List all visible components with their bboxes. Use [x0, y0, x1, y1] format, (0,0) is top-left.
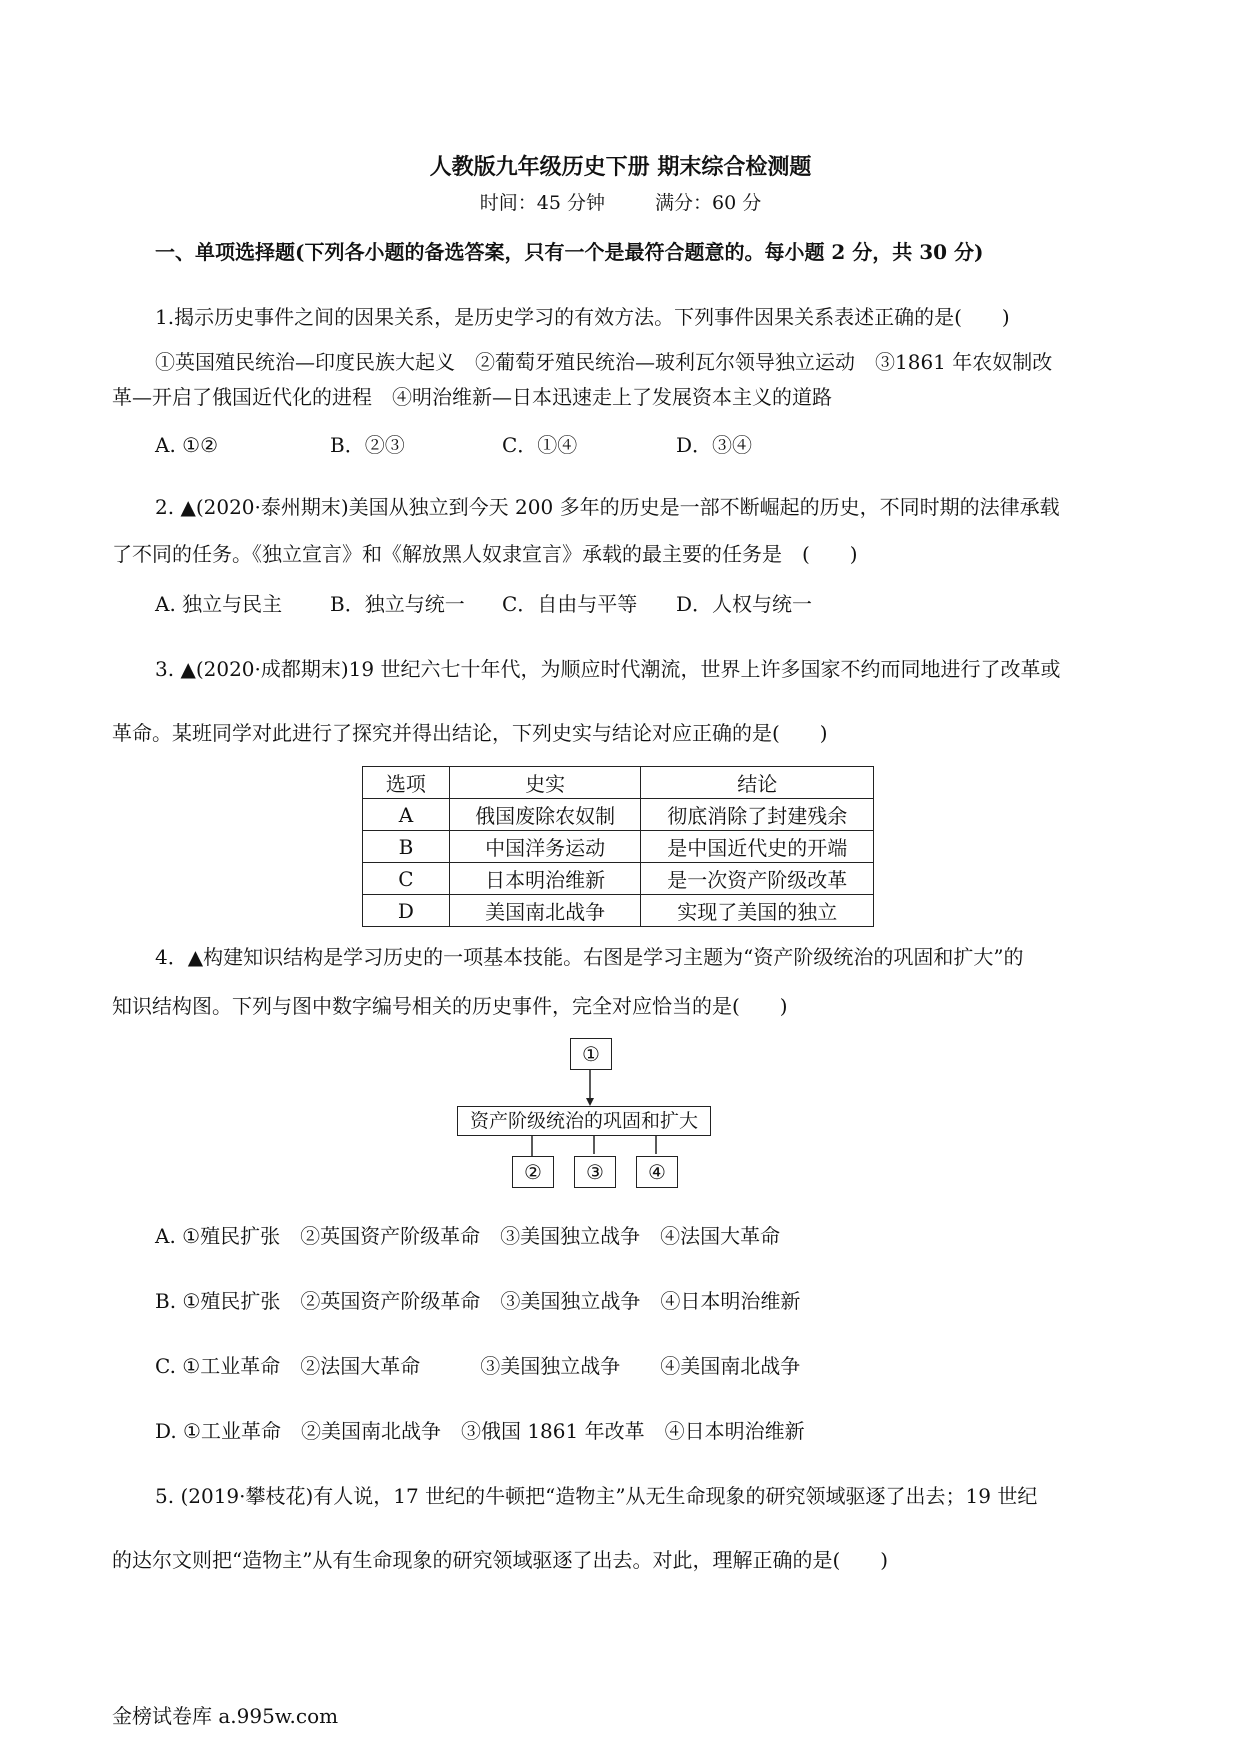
time-limit: 时间：45 分钟	[479, 192, 605, 214]
q3-stem-line2: 革命。某班同学对此进行了探究并得出结论，下列史实与结论对应正确的是( )	[112, 721, 828, 745]
footer-watermark: 金榜试卷库 a.995w.com	[112, 1704, 339, 1728]
table-header-cell: 史实	[449, 767, 641, 799]
q1-option-a: A. ①②	[155, 433, 219, 457]
diagram-node-3: ③	[574, 1156, 616, 1188]
q5-stem-line1: 5. (2019·攀枝花)有人说，17 世纪的牛顿把“造物主”从无生命现象的研究领域驱逐了出去；19 世纪	[155, 1484, 1038, 1508]
table-cell: 是中国近代史的开端	[641, 831, 874, 863]
q2-stem-line1: 2. ▲(2020·泰州期末)美国从独立到今天 200 多年的历史是一部不断崛起的历史，不同时期的法律承载	[155, 495, 1060, 519]
q4-option-b: B. ①殖民扩张 ②英国资产阶级革命 ③美国独立战争 ④日本明治维新	[155, 1289, 801, 1313]
q2-option-c: C．自由与平等	[502, 592, 638, 616]
table-cell: C	[363, 863, 450, 895]
q4-option-d: D. ①工业革命 ②美国南北战争 ③俄国 1861 年改革 ④日本明治维新	[155, 1419, 805, 1443]
q1-items-line1: ①英国殖民统治—印度民族大起义 ②葡萄牙殖民统治—玻利瓦尔领导独立运动 ③1861 年农奴制改	[155, 350, 1053, 374]
table-cell: 俄国废除农奴制	[449, 799, 641, 831]
q2-stem-line2: 了不同的任务。《独立宣言》和《解放黑人奴隶宣言》承载的最主要的任务是 ( )	[112, 542, 858, 566]
table-row	[363, 863, 874, 895]
table-cell: 实现了美国的独立	[641, 895, 874, 927]
q4-stem-line2: 知识结构图。下列与图中数字编号相关的历史事件，完全对应恰当的是( )	[112, 994, 788, 1018]
q2-option-a: A. 独立与民主	[155, 592, 283, 616]
table-header-cell: 结论	[641, 767, 874, 799]
q1-items-line2: 革—开启了俄国近代化的进程 ④明治维新—日本迅速走上了发展资本主义的道路	[112, 385, 832, 409]
q4-option-c: C. ①工业革命 ②法国大革命 ③美国独立战争 ④美国南北战争	[155, 1354, 801, 1378]
page-title: 人教版九年级历史下册 期末综合检测题	[429, 154, 812, 180]
q4-stem-line1: 4．▲构建知识结构是学习历史的一项基本技能。右图是学习主题为“资产阶级统治的巩固和扩大”的	[155, 945, 1024, 969]
table-cell: A	[363, 799, 450, 831]
diagram-node-4: ④	[636, 1156, 678, 1188]
section-heading: 一、单项选择题(下列各小题的备选答案，只有一个是最符合题意的。每小题 2 分，共 30 分)	[155, 240, 984, 264]
q3-stem-line1: 3. ▲(2020·成都期末)19 世纪六七十年代，为顺应时代潮流，世界上许多国家不约而同地进行了改革或	[155, 657, 1061, 681]
q2-option-d: D．人权与统一	[676, 592, 813, 616]
table-cell: B	[363, 831, 450, 863]
q1-stem: 1.揭示历史事件之间的因果关系，是历史学习的有效方法。下列事件因果关系表述正确的是( )	[155, 305, 1010, 329]
q1-option-d: D．③④	[676, 433, 753, 457]
q1-option-b: B．②③	[330, 433, 405, 457]
table-cell: 日本明治维新	[449, 863, 641, 895]
table-header-row	[363, 767, 874, 799]
diagram-node-1: ①	[570, 1038, 612, 1070]
table-cell: 是一次资产阶级改革	[641, 863, 874, 895]
q5-stem-line2: 的达尔文则把“造物主”从有生命现象的研究领域驱逐了出去。对此，理解正确的是( )	[112, 1548, 889, 1572]
table-row	[363, 799, 874, 831]
table-row	[363, 895, 874, 927]
q3-table	[362, 766, 874, 927]
table-row	[363, 831, 874, 863]
table-cell: 美国南北战争	[449, 895, 641, 927]
table-cell: 中国洋务运动	[449, 831, 641, 863]
exam-meta	[0, 188, 1241, 215]
q2-option-b: B．独立与统一	[330, 592, 465, 616]
table-header-cell: 选项	[363, 767, 450, 799]
diagram-node-2: ②	[512, 1156, 554, 1188]
table-cell: D	[363, 895, 450, 927]
q1-option-c: C．①④	[502, 433, 578, 457]
q4-option-a: A. ①殖民扩张 ②英国资产阶级革命 ③美国独立战争 ④法国大革命	[155, 1224, 781, 1248]
diagram-center-node: 资产阶级统治的巩固和扩大	[457, 1106, 711, 1136]
knowledge-structure-diagram	[455, 1038, 715, 1188]
full-score: 满分：60 分	[655, 192, 762, 214]
table-cell: 彻底消除了封建残余	[641, 799, 874, 831]
